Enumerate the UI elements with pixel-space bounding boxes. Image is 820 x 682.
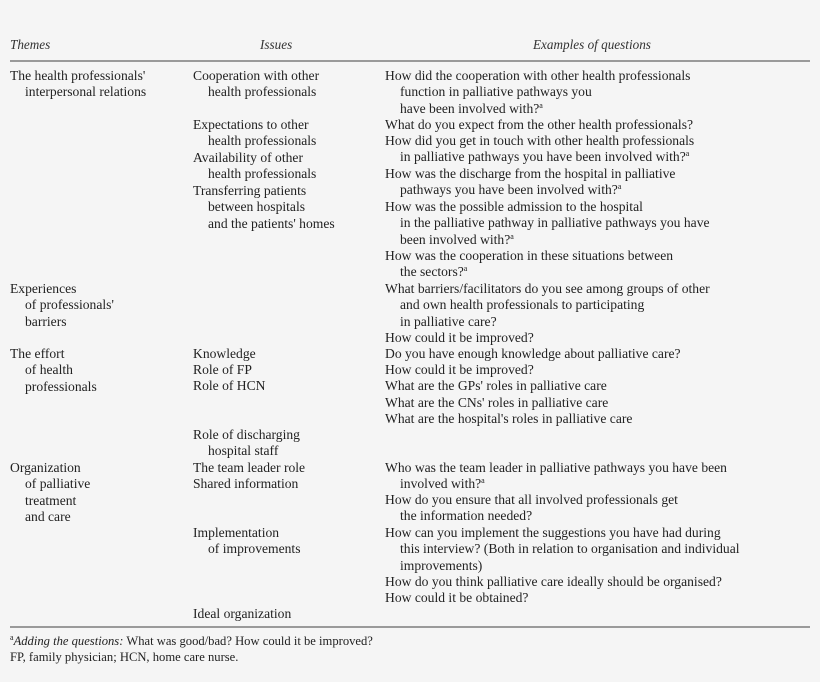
footnote-ref: a [463,264,468,274]
issue-cell-line: between hospitals [208,199,306,215]
header-issues: Issues [260,37,293,52]
question-cell-line: What are the GPs' roles in palliative care [385,378,607,393]
question-cell-line: Who was the team leader in palliative pathways you have been [385,460,727,475]
theme-cell-line: The effort [10,346,65,361]
footnote-mark: a [10,633,14,642]
issue-cell [193,476,298,492]
footnote-a [10,633,373,649]
theme-cell-line: of professionals' [25,297,114,313]
question-cell-line [385,476,727,492]
question-cell [385,574,722,590]
issue-cell-line: Role of discharging [193,427,300,442]
question-cell [385,330,534,346]
theme-cell [10,346,97,395]
question-cell-line: How was the cooperation in these situations between [385,248,674,263]
question-cell-line: How did the cooperation with other health professionals [385,68,691,83]
issue-cell-line: Availability of other [193,150,303,165]
issue-cell-line: health professionals [208,166,317,182]
question-cell-line: Do you have enough knowledge about palliative care? [385,346,681,361]
theme-cell-line: Experiences [10,281,77,296]
issue-cell [193,525,301,558]
issue-cell-line: Implementation [193,525,280,540]
question-cell-line: How did you get in touch with other health professionals [385,133,695,148]
question-cell-line: in the palliative pathway in palliative pathways you have [400,215,710,231]
question-cell [385,133,694,166]
question-cell-line-text: been involved with? [400,231,511,247]
question-cell-line-text: involved with? [400,476,482,492]
question-cell-line: How could it be improved? [385,330,534,345]
question-cell [385,492,678,525]
footnote-a-italic: Adding the questions: [13,634,124,648]
question-cell-line-text: have been involved with? [400,100,540,116]
issue-cell [193,606,291,622]
footnote-ref: a [510,231,514,241]
issue-cell-line: The team leader role [193,460,306,475]
issue-cell [193,150,316,183]
issue-cell-line: hospital staff [208,443,279,459]
footnote-ref: a [481,476,485,486]
question-cell-line [385,149,694,165]
question-cell [385,378,607,394]
question-cell-line: this interview? (Both in relation to organisation and individual [400,541,740,557]
theme-cell [10,460,90,525]
issue-cell [193,460,305,476]
theme-cell-line: barriers [25,313,67,329]
question-cell [385,346,681,362]
issue-cell-line: Knowledge [193,346,256,361]
theme-cell-line: interpersonal relations [25,84,147,100]
issue-cell-line: Shared information [193,476,299,491]
question-cell-line: improvements) [400,557,483,573]
theme-cell-line: Organization [10,460,81,475]
issue-cell-line: of improvements [208,541,301,557]
question-cell [385,411,632,427]
question-cell-line: function in palliative pathways you [400,84,592,100]
question-cell-line: What do you expect from the other health professionals? [385,117,694,132]
issue-cell [193,362,252,378]
theme-cell [10,68,146,101]
question-cell [385,460,727,493]
footnote-a-text: What was good/bad? How could it be improved? [123,634,373,648]
theme-cell-line: and care [25,509,71,525]
question-cell-line: and own health professionals to participating [400,297,645,313]
issue-cell-line: Expectations to other [193,117,309,132]
question-cell [385,117,693,133]
footnote-abbreviations: FP, family physician; HCN, home care nurse. [10,650,239,664]
issue-cell [193,183,335,232]
header-examples: Examples of questions [533,37,651,52]
theme-cell [10,281,114,330]
question-cell-line: How could it be improved? [385,362,534,377]
question-cell-line [385,232,710,248]
theme-cell-line: professionals [25,378,97,394]
question-cell [385,281,710,330]
issue-cell-line: Cooperation with other [193,68,320,83]
question-cell-line: How was the possible admission to the hospital [385,199,643,214]
question-cell-line-text: in palliative pathways you have been involved with? [400,149,686,165]
question-cell-line: What barriers/facilitators do you see among groups of other [385,281,710,296]
footer-rule [10,626,810,628]
question-cell-line: How do you ensure that all involved professionals get [385,492,678,507]
question-cell [385,362,534,378]
question-cell-line: in palliative care? [400,313,497,329]
question-cell [385,166,675,199]
issue-cell-line: Role of FP [193,362,252,377]
footnote-ref: a [617,182,622,192]
header-rule [10,60,810,62]
question-cell-line: What are the hospital's roles in palliative care [385,411,633,426]
theme-cell-line: The health professionals' [10,68,146,83]
question-cell [385,248,673,281]
theme-cell-line: of health [25,362,73,378]
issue-cell-line: health professionals [208,133,317,149]
question-cell-line [385,182,675,198]
question-cell [385,590,528,606]
footnote-ref: a [539,100,543,110]
question-cell [385,199,710,248]
issue-cell [193,117,316,150]
issue-cell [193,427,300,460]
footnote-ref: a [685,149,690,159]
theme-cell-line: treatment [25,492,77,508]
issue-cell-line: Transferring patients [193,183,307,198]
issue-cell-line: Ideal organization [193,606,292,621]
question-cell-line: How was the discharge from the hospital in palliative [385,166,676,181]
header-themes: Themes [10,37,51,52]
question-cell-line: What are the CNs' roles in palliative care [385,395,609,410]
question-cell [385,68,690,117]
question-cell-line [385,101,690,117]
issue-cell-line: health professionals [208,84,317,100]
theme-cell-line: of palliative [25,476,91,492]
question-cell-line: How could it be obtained? [385,590,529,605]
issue-cell [193,346,256,362]
question-cell-line: How do you think palliative care ideally should be organised? [385,574,722,589]
question-cell-line-text: the sectors? [400,264,464,280]
question-cell [385,525,740,574]
issue-cell [193,68,319,101]
question-cell [385,395,608,411]
question-cell-line-text: pathways you have been involved with? [400,182,618,198]
issue-cell-line: and the patients' homes [208,215,335,231]
issue-cell-line: Role of HCN [193,378,266,393]
question-cell-line: the information needed? [400,508,533,524]
issue-cell [193,378,266,394]
question-cell-line [385,264,673,280]
question-cell-line: How can you implement the suggestions you have had during [385,525,721,540]
